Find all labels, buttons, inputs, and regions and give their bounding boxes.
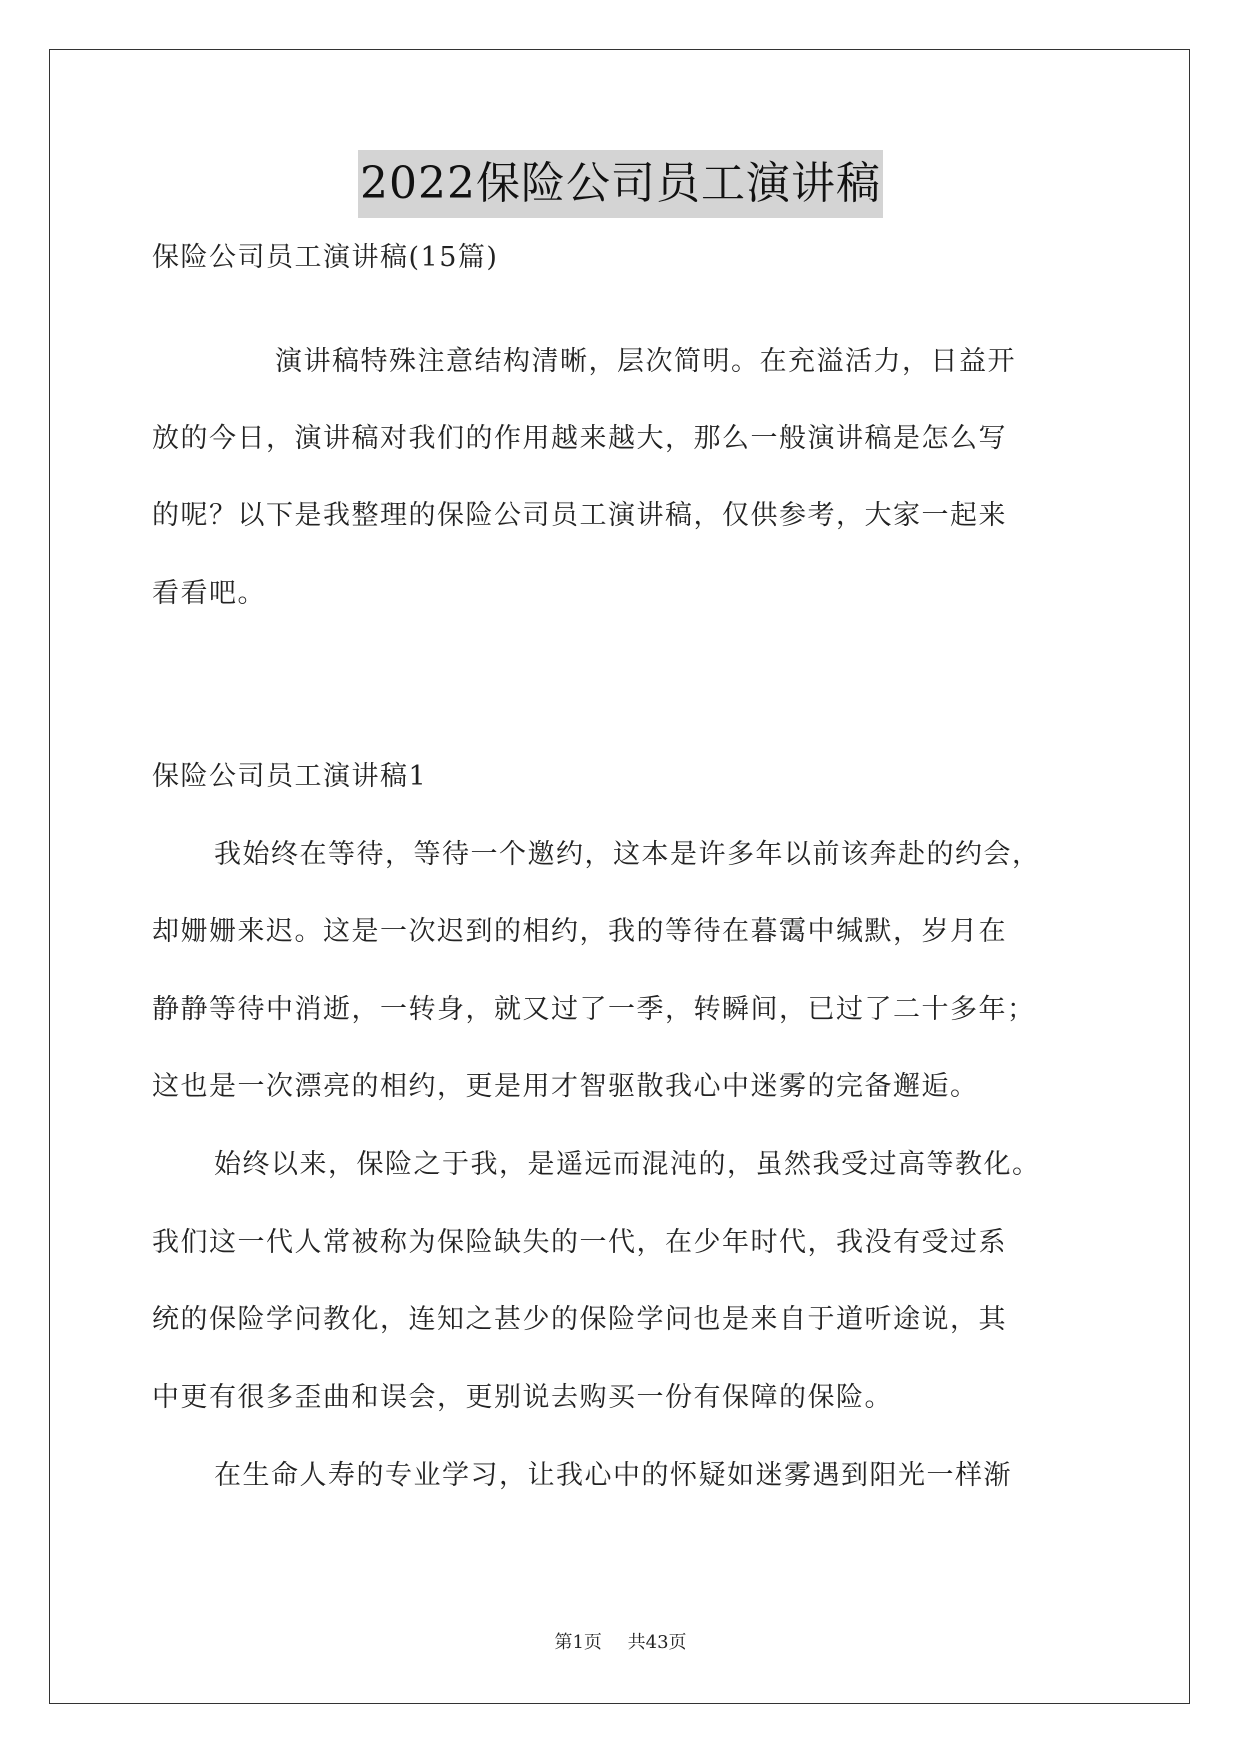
page-border [49, 49, 1190, 1704]
section-heading: 保险公司员工演讲稿1 [152, 761, 428, 792]
page-number: 第1页 [554, 1632, 602, 1653]
intro-line: 放的今日，演讲稿对我们的作用越来越大，那么一般演讲稿是怎么写 [152, 423, 1007, 454]
body-line: 我始终在等待，等待一个邀约，这本是许多年以前该奔赴的约会， [214, 839, 1041, 870]
title-container [0, 150, 1241, 218]
intro-line: 看看吧。 [152, 578, 266, 609]
body-line: 却姗姗来迟。这是一次迟到的相约，我的等待在暮霭中缄默，岁月在 [152, 916, 1007, 947]
body-line: 统的保险学问教化，连知之甚少的保险学问也是来自于道听途说，其 [152, 1304, 1007, 1335]
body-line: 中更有很多歪曲和误会，更别说去购买一份有保障的保险。 [152, 1382, 893, 1413]
total-pages: 共43页 [627, 1632, 687, 1653]
page-footer [0, 1628, 1241, 1654]
body-line: 静静等待中消逝，一转身，就又过了一季，转瞬间，已过了二十多年； [152, 994, 1036, 1025]
document-subtitle: 保险公司员工演讲稿(15篇) [152, 242, 499, 273]
document-title: 2022保险公司员工演讲稿 [358, 150, 883, 218]
intro-line: 的呢？以下是我整理的保险公司员工演讲稿，仅供参考，大家一起来 [152, 500, 1007, 531]
body-line: 这也是一次漂亮的相约，更是用才智驱散我心中迷雾的完备邂逅。 [152, 1071, 979, 1102]
intro-line: 演讲稿特殊注意结构清晰，层次简明。在充溢活力，日益开 [275, 346, 1016, 377]
body-line: 我们这一代人常被称为保险缺失的一代，在少年时代，我没有受过系 [152, 1227, 1007, 1258]
body-line: 在生命人寿的专业学习，让我心中的怀疑如迷雾遇到阳光一样渐 [214, 1460, 1012, 1491]
body-line: 始终以来，保险之于我，是遥远而混沌的，虽然我受过高等教化。 [214, 1149, 1041, 1180]
